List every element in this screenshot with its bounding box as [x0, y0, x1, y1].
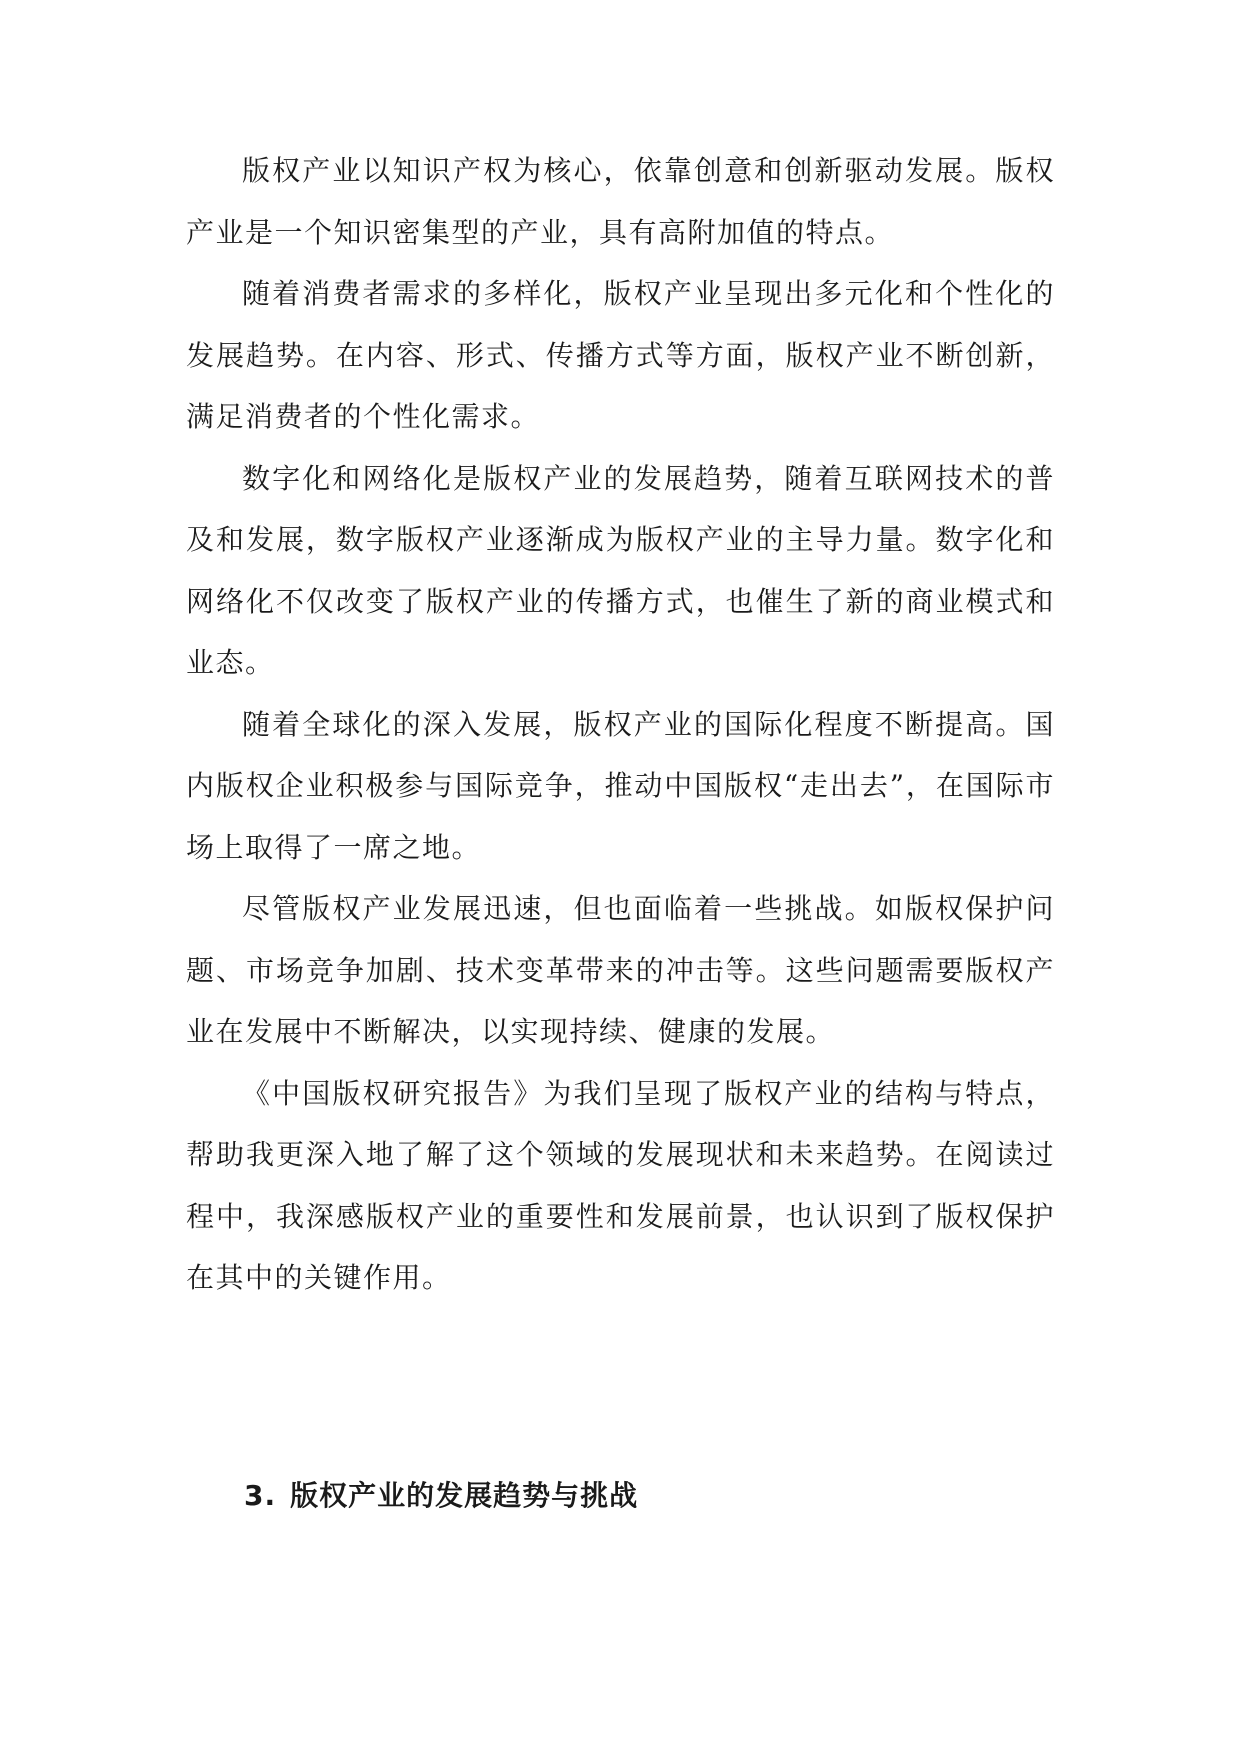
- section-heading: [244, 1474, 638, 1514]
- paragraph-diversification: 随着消费者需求的多样化，版权产业呈现出多元化和个性化的发展趋势。在内容、形式、传播方式等方面，版权产业不断创新，满足消费者的个性化需求。: [186, 277, 1055, 433]
- paragraph-reflection: 《中国版权研究报告》为我们呈现了版权产业的结构与特点，帮助我更深入地了解了这个领域的发展现状和未来趋势。在阅读过程中，我深感版权产业的重要性和发展前景，也认识到了版权保护在其中的关键作用。: [186, 1076, 1055, 1294]
- paragraph-digitalization: 数字化和网络化是版权产业的发展趋势，随着互联网技术的普及和发展，数字版权产业逐渐成为版权产业的主导力量。数字化和网络化不仅改变了版权产业的传播方式，也催生了新的商业模式和业态。: [186, 461, 1055, 679]
- paragraph-challenges: 尽管版权产业发展迅速，但也面临着一些挑战。如版权保护问题、市场竞争加剧、技术变革带来的冲击等。这些问题需要版权产业在发展中不断解决，以实现持续、健康的发展。: [186, 892, 1055, 1048]
- body-text: [186, 140, 1055, 1309]
- paragraph-industry-core: 版权产业以知识产权为核心，依靠创意和创新驱动发展。版权产业是一个知识密集型的产业，具有高附加值的特点。: [186, 154, 1055, 249]
- section-title: 版权产业的发展趋势与挑战: [290, 1479, 639, 1512]
- paragraph-globalization: 随着全球化的深入发展，版权产业的国际化程度不断提高。国内版权企业积极参与国际竞争，推动中国版权“走出去”，在国际市场上取得了一席之地。: [186, 707, 1055, 864]
- section-number: 3.: [244, 1479, 277, 1512]
